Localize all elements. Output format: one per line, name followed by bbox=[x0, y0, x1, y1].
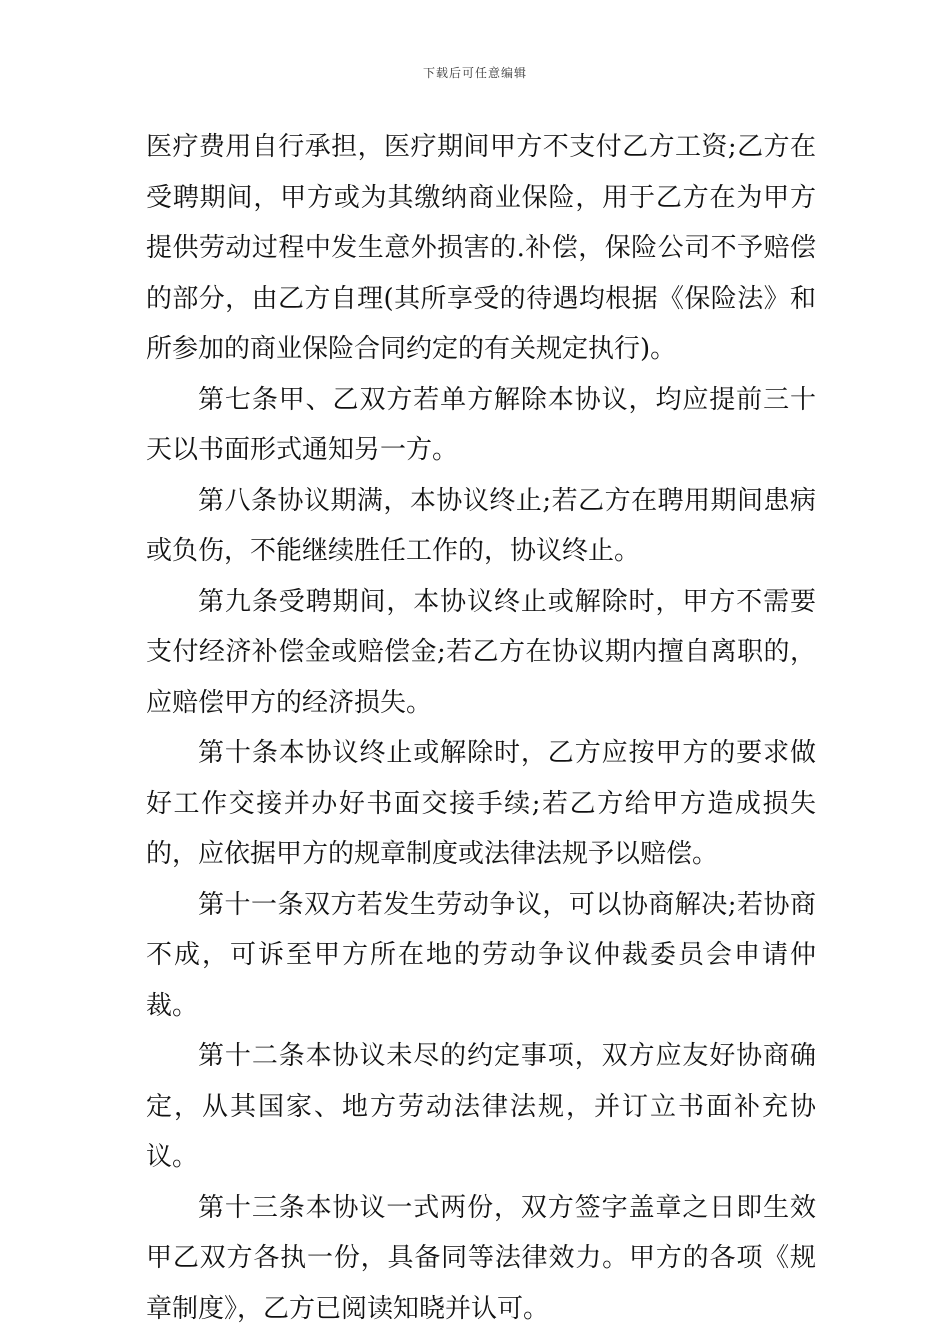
paragraph-article-7: 第七条甲、乙双方若单方解除本协议，均应提前三十天以书面形式通知另一方。 bbox=[146, 384, 816, 465]
paragraph-article-8: 第八条协议期满，本协议终止;若乙方在聘用期间患病或负伤，不能继续胜任工作的，协议终止。 bbox=[146, 485, 816, 566]
paragraph-medical-insurance: 医疗费用自行承担，医疗期间甲方不支付乙方工资;乙方在受聘期间，甲方或为其缴纳商业保险，用于乙方在为甲方提供劳动过程中发生意外损害的.补偿，保险公司不予赔偿的部分，由乙方自理(其所享受的待遇均根据《保险法》和所参加的商业保险合同约定的有关规定执行)。 bbox=[146, 132, 816, 364]
paragraph-article-9: 第九条受聘期间，本协议终止或解除时，甲方不需要支付经济补偿金或赔偿金;若乙方在协议期内擅自离职的，应赔偿甲方的经济损失。 bbox=[146, 586, 816, 718]
paragraph-article-11: 第十一条双方若发生劳动争议，可以协商解决;若协商不成，可诉至甲方所在地的劳动争议仲裁委员会申请仲裁。 bbox=[146, 889, 816, 1021]
paragraph-article-13: 第十三条本协议一式两份，双方签字盖章之日即生效甲乙双方各执一份，具备同等法律效力。甲方的各项《规章制度》，乙方已阅读知晓并认可。 bbox=[146, 1192, 816, 1324]
document-body bbox=[146, 122, 816, 1334]
paragraph-article-12: 第十二条本协议未尽的约定事项，双方应友好协商确定，从其国家、地方劳动法律法规，并订立书面补充协议。 bbox=[146, 1041, 816, 1172]
paragraph-article-10: 第十条本协议终止或解除时，乙方应按甲方的要求做好工作交接并办好书面交接手续;若乙方给甲方造成损失的，应依据甲方的规章制度或法律法规予以赔偿。 bbox=[146, 738, 816, 869]
page-header-note: 下载后可任意编辑 bbox=[422, 66, 527, 80]
